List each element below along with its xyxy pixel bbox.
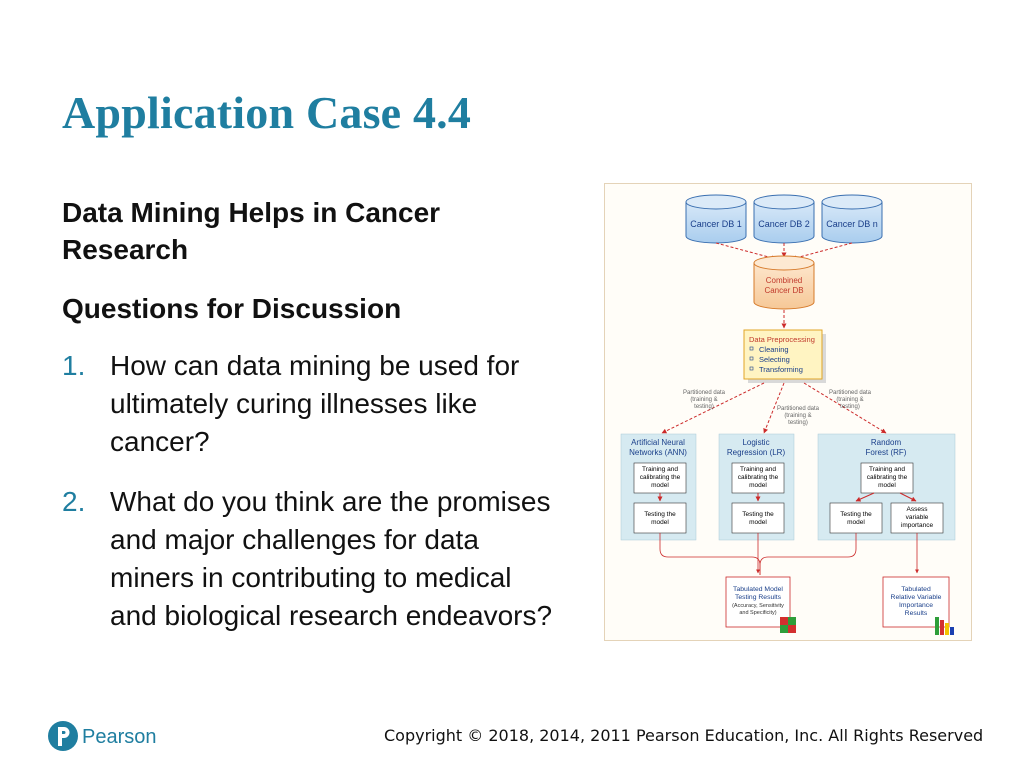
db-label: Cancer DB 2: [758, 219, 810, 229]
testing-text: model: [847, 519, 865, 526]
question-number: 1.: [62, 350, 86, 381]
combined-cancer-db: [754, 256, 814, 309]
cancer-db-n: [822, 195, 882, 243]
combined-label-line1: Combined: [765, 276, 803, 285]
bar-chart-icon: [935, 617, 939, 635]
results-text: (Accuracy, Sensitivity: [732, 603, 784, 609]
pearson-logo: [48, 718, 163, 754]
training-text: model: [651, 482, 669, 489]
db-label: Cancer DB n: [826, 219, 878, 229]
training-text: Training and: [740, 466, 776, 473]
training-text: calibrating the: [737, 474, 779, 481]
testing-text: Testing the: [644, 511, 676, 518]
data-preprocessing-box: [744, 330, 826, 383]
testing-text: Testing the: [742, 511, 774, 518]
training-text: Training and: [869, 466, 905, 473]
partition-text: (training &: [690, 397, 718, 403]
cancer-db-1: [686, 195, 746, 243]
training-text: model: [749, 482, 767, 489]
lr-panel: [719, 434, 794, 540]
results-text: Relative Variable: [890, 594, 942, 601]
partition-text: (training &: [784, 413, 812, 419]
ann-panel: [621, 434, 696, 540]
variable-importance-results: [883, 577, 954, 635]
preprocessing-item: Selecting: [759, 355, 790, 364]
assess-text: Assess: [906, 506, 928, 513]
question-number: 2.: [62, 486, 86, 517]
db-label: Cancer DB 1: [690, 219, 742, 229]
model-name: Artificial Neural: [631, 438, 685, 447]
partition-text: testing): [788, 420, 808, 426]
copyright-notice: Copyright © 2018, 2014, 2011 Pearson Education, Inc. All Rights Reserved: [384, 726, 984, 745]
partition-text: Partitioned data: [828, 390, 872, 396]
results-text: Testing Results: [734, 594, 782, 601]
partition-text: Partitioned data: [682, 390, 726, 396]
preprocessing-item: Transforming: [759, 365, 803, 374]
training-text: calibrating the: [639, 474, 681, 481]
rf-panel: [818, 434, 955, 540]
model-name: Logistic: [742, 438, 770, 447]
cancer-research-workflow-diagram: [604, 183, 972, 641]
confusion-matrix-icon: [780, 617, 788, 625]
results-text: Importance: [898, 602, 934, 609]
cancer-db-2: [754, 195, 814, 243]
results-text: Tabulated Model: [733, 586, 783, 593]
question-text: What do you think are the promises and major challenges for data miners in contributing to medical and biological research endeavors?: [110, 486, 553, 631]
training-text: Training and: [642, 466, 678, 473]
testing-text: model: [749, 519, 767, 526]
combined-label-line2: Cancer DB: [764, 286, 804, 295]
results-text: and Specificity): [739, 610, 777, 616]
preprocessing-title: Data Preprocessing: [749, 335, 815, 344]
model-name: Forest (RF): [865, 448, 907, 457]
assess-text: variable: [905, 514, 929, 521]
partition-text: (training &: [836, 397, 864, 403]
slide-title: Application Case 4.4: [62, 87, 472, 138]
question-item: [62, 483, 562, 635]
discussion-panel: [62, 194, 562, 657]
pearson-wordmark: Pearson: [82, 726, 157, 748]
questions-heading: Questions for Discussion: [62, 293, 402, 324]
testing-text: Testing the: [840, 511, 872, 518]
partition-text: testing): [840, 404, 860, 410]
assess-text: importance: [900, 522, 934, 529]
results-text: Tabulated: [901, 586, 931, 593]
partition-text: Partitioned data: [776, 406, 820, 412]
questions-list: [62, 347, 562, 635]
diagram-frame: [605, 184, 972, 641]
results-text: Results: [904, 610, 928, 617]
question-item: [62, 347, 562, 461]
case-subheading: Data Mining Helps in Cancer Research: [62, 197, 441, 265]
training-text: calibrating the: [866, 474, 908, 481]
partition-text: testing): [694, 404, 714, 410]
training-text: model: [878, 482, 896, 489]
model-name: Networks (ANN): [629, 448, 687, 457]
question-text: How can data mining be used for ultimately curing illnesses like cancer?: [110, 350, 520, 457]
model-testing-results: [726, 577, 796, 633]
testing-text: model: [651, 519, 669, 526]
model-name: Random: [870, 438, 902, 447]
preprocessing-item: Cleaning: [759, 345, 789, 354]
model-name: Regression (LR): [726, 448, 786, 457]
